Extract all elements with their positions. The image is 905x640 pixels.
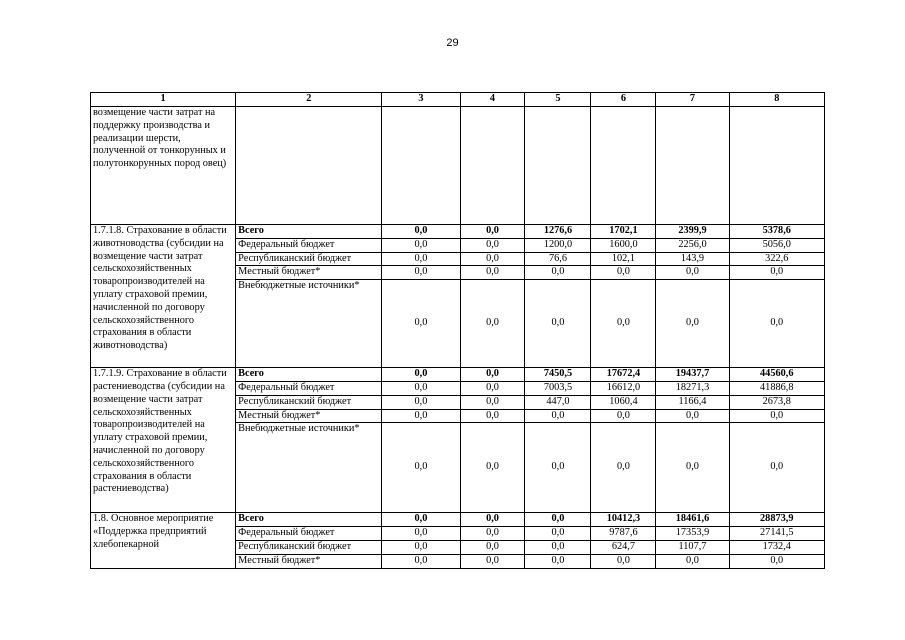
value-cell: 5378,6 — [729, 225, 824, 239]
header-cell: 7 — [656, 93, 729, 107]
value-cell: 0,0 — [525, 266, 591, 280]
value-cell: 5056,0 — [729, 238, 824, 252]
value-cell: 9787,6 — [591, 527, 656, 541]
value-cell: 17672,4 — [591, 368, 656, 382]
header-cell: 4 — [460, 93, 525, 107]
value-cell: 0,0 — [460, 225, 525, 239]
value-cell: 0,0 — [656, 266, 729, 280]
value-cell: 7003,5 — [525, 381, 591, 395]
value-cell: 0,0 — [591, 554, 656, 568]
value-cell: 19437,7 — [656, 368, 729, 382]
value-cell: 0,0 — [382, 527, 460, 541]
continuation-text: возмещение части затрат на поддержку производства и реализации шерсти, полученной от тонкорунных и полутонкорунных пород овец) — [91, 107, 236, 225]
value-cell: 0,0 — [591, 409, 656, 423]
empty-cell — [591, 107, 656, 225]
value-cell: 1107,7 — [656, 540, 729, 554]
value-cell: 0,0 — [460, 368, 525, 382]
value-cell: 0,0 — [382, 540, 460, 554]
value-cell: 0,0 — [729, 280, 824, 368]
value-cell: 0,0 — [382, 368, 460, 382]
value-cell: 0,0 — [382, 280, 460, 368]
value-cell: 2256,0 — [656, 238, 729, 252]
value-cell: 143,9 — [656, 252, 729, 266]
header-cell: 8 — [729, 93, 824, 107]
value-cell: 0,0 — [525, 280, 591, 368]
funding-source: Республиканский бюджет — [236, 252, 382, 266]
empty-cell — [656, 107, 729, 225]
value-cell: 0,0 — [382, 554, 460, 568]
funding-source: Всего — [236, 513, 382, 527]
continuation-row — [91, 107, 825, 225]
value-cell: 102,1 — [591, 252, 656, 266]
funding-source: Федеральный бюджет — [236, 381, 382, 395]
value-cell: 0,0 — [460, 238, 525, 252]
empty-cell — [460, 107, 525, 225]
value-cell: 0,0 — [525, 527, 591, 541]
empty-cell — [729, 107, 824, 225]
value-cell: 0,0 — [460, 280, 525, 368]
empty-cell — [382, 107, 460, 225]
value-cell: 0,0 — [382, 381, 460, 395]
value-cell: 0,0 — [591, 280, 656, 368]
budget-table — [90, 92, 825, 569]
value-cell: 0,0 — [382, 225, 460, 239]
value-cell: 0,0 — [382, 252, 460, 266]
value-cell: 1060,4 — [591, 395, 656, 409]
value-cell: 44560,6 — [729, 368, 824, 382]
funding-source: Всего — [236, 225, 382, 239]
value-cell: 7450,5 — [525, 368, 591, 382]
empty-cell — [525, 107, 591, 225]
value-cell: 0,0 — [525, 423, 591, 513]
value-cell: 0,0 — [382, 513, 460, 527]
value-cell: 0,0 — [656, 423, 729, 513]
value-cell: 0,0 — [729, 266, 824, 280]
funding-source: Местный бюджет* — [236, 409, 382, 423]
value-cell: 0,0 — [656, 554, 729, 568]
funding-source: Местный бюджет* — [236, 554, 382, 568]
value-cell: 0,0 — [460, 395, 525, 409]
header-cell: 5 — [525, 93, 591, 107]
value-cell: 0,0 — [591, 266, 656, 280]
value-cell: 76,6 — [525, 252, 591, 266]
value-cell: 18461,6 — [656, 513, 729, 527]
value-cell: 0,0 — [525, 409, 591, 423]
value-cell: 0,0 — [460, 381, 525, 395]
funding-source: Федеральный бюджет — [236, 527, 382, 541]
value-cell: 1166,4 — [656, 395, 729, 409]
value-cell: 41886,8 — [729, 381, 824, 395]
funding-source: Внебюджетные источники* — [236, 423, 382, 513]
value-cell: 0,0 — [729, 554, 824, 568]
value-cell: 1200,0 — [525, 238, 591, 252]
header-cell: 6 — [591, 93, 656, 107]
funding-source: Внебюджетные источники* — [236, 280, 382, 368]
value-cell: 0,0 — [656, 280, 729, 368]
header-cell: 2 — [236, 93, 382, 107]
page-number: 29 — [446, 37, 459, 49]
value-cell: 0,0 — [460, 554, 525, 568]
measure-title: 1.7.1.9. Страхование в области растениеводства (субсидии на возмещение части затрат сельскохозяйственных товаропроизводителей на уплату страховой премии, начисленной по договору сельскохозяйственного страхования в области растениеводства) — [91, 368, 236, 513]
value-cell: 18271,3 — [656, 381, 729, 395]
value-cell: 0,0 — [460, 540, 525, 554]
value-cell: 0,0 — [525, 554, 591, 568]
value-cell: 0,0 — [591, 423, 656, 513]
value-cell: 1600,0 — [591, 238, 656, 252]
value-cell: 0,0 — [525, 540, 591, 554]
value-cell: 1732,4 — [729, 540, 824, 554]
value-cell: 0,0 — [460, 266, 525, 280]
funding-source: Всего — [236, 368, 382, 382]
value-cell: 2673,8 — [729, 395, 824, 409]
empty-cell — [236, 107, 382, 225]
funding-source: Республиканский бюджет — [236, 395, 382, 409]
value-cell: 447,0 — [525, 395, 591, 409]
table-row — [91, 225, 825, 239]
value-cell: 28873,9 — [729, 513, 824, 527]
funding-source: Республиканский бюджет — [236, 540, 382, 554]
value-cell: 0,0 — [460, 527, 525, 541]
measure-title: 1.7.1.8. Страхование в области животноводства (субсидии на возмещение части затрат сельскохозяйственных товаропроизводителей на уплату страховой премии, начисленной по договору сельскохозяйственного страхования в области животноводства) — [91, 225, 236, 368]
value-cell: 0,0 — [525, 513, 591, 527]
value-cell: 0,0 — [382, 238, 460, 252]
funding-source: Федеральный бюджет — [236, 238, 382, 252]
header-cell: 3 — [382, 93, 460, 107]
funding-source: Местный бюджет* — [236, 266, 382, 280]
value-cell: 0,0 — [460, 252, 525, 266]
value-cell: 0,0 — [656, 409, 729, 423]
table-row — [91, 513, 825, 527]
value-cell: 0,0 — [382, 409, 460, 423]
value-cell: 17353,9 — [656, 527, 729, 541]
value-cell: 27141,5 — [729, 527, 824, 541]
value-cell: 0,0 — [460, 409, 525, 423]
value-cell: 0,0 — [729, 409, 824, 423]
value-cell: 0,0 — [382, 266, 460, 280]
header-cell: 1 — [91, 93, 236, 107]
value-cell: 0,0 — [382, 423, 460, 513]
value-cell: 0,0 — [729, 423, 824, 513]
measure-title: 1.8. Основное мероприятие «Поддержка предприятий хлебопекарной — [91, 513, 236, 568]
table-row — [91, 368, 825, 382]
value-cell: 0,0 — [460, 423, 525, 513]
value-cell: 1702,1 — [591, 225, 656, 239]
header-row — [91, 93, 825, 107]
value-cell: 16612,0 — [591, 381, 656, 395]
value-cell: 2399,9 — [656, 225, 729, 239]
value-cell: 624,7 — [591, 540, 656, 554]
value-cell: 0,0 — [460, 513, 525, 527]
value-cell: 0,0 — [382, 395, 460, 409]
value-cell: 1276,6 — [525, 225, 591, 239]
value-cell: 322,6 — [729, 252, 824, 266]
value-cell: 10412,3 — [591, 513, 656, 527]
